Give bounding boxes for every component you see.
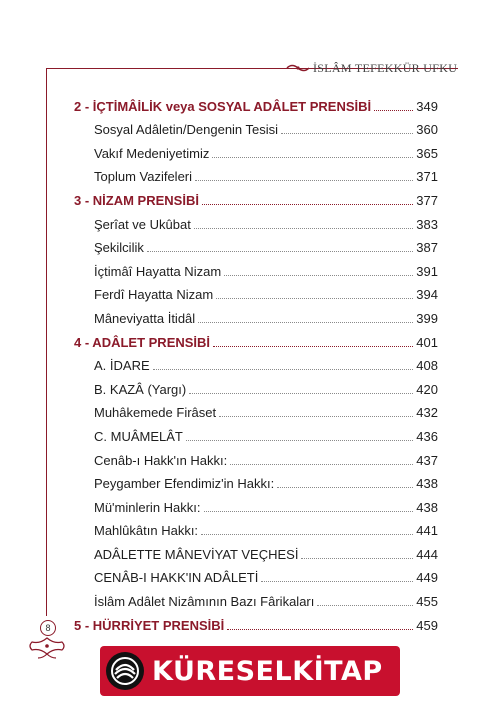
toc-section-row	[74, 184, 438, 208]
toc-entry-title: Vakıf Medeniyetimiz	[94, 145, 210, 161]
toc-page-number: 360	[416, 122, 438, 138]
toc-entry-row	[74, 468, 438, 492]
toc-entry-row	[74, 538, 438, 562]
toc-dot-leader	[198, 322, 413, 323]
toc-dot-leader	[374, 110, 413, 111]
toc-dot-leader	[195, 180, 413, 181]
toc-dot-leader	[194, 228, 413, 229]
kuresel-kitap-logo-icon	[106, 652, 144, 690]
watermark-banner	[100, 646, 400, 696]
toc-page-number: 408	[416, 358, 438, 374]
toc-page-number: 399	[416, 310, 438, 326]
toc-dot-leader	[153, 369, 414, 370]
toc-page-number: 432	[416, 405, 438, 421]
toc-dot-leader	[216, 298, 413, 299]
toc-page-number: 420	[416, 381, 438, 397]
toc-entry-row	[74, 397, 438, 421]
toc-entry-title: 3 - NİZAM PRENSİBİ	[74, 192, 199, 208]
footer-ornament-icon	[26, 636, 68, 666]
toc-entry-row	[74, 491, 438, 515]
toc-entry-row	[74, 279, 438, 303]
toc-dot-leader	[224, 275, 413, 276]
toc-dot-leader	[227, 629, 413, 630]
toc-dot-leader	[147, 251, 413, 252]
toc-page-number: 401	[416, 334, 438, 350]
toc-page-number: 444	[416, 546, 438, 562]
toc-entry-title: ADÂLETTE MÂNEVİYAT VEÇHESİ	[94, 546, 299, 562]
toc-dot-leader	[261, 581, 413, 582]
toc-page-number: 438	[416, 476, 438, 492]
toc-entry-title: Peygamber Efendimiz'in Hakkı:	[94, 476, 275, 492]
toc-entry-title: Şekilcilik	[94, 240, 144, 256]
toc-entry-row	[74, 255, 438, 279]
toc-page-number: 391	[416, 263, 438, 279]
toc-dot-leader	[219, 416, 413, 417]
table-of-contents	[74, 90, 438, 633]
toc-entry-title: Cenâb-ı Hakk'ın Hakkı:	[94, 452, 228, 468]
toc-entry-row	[74, 515, 438, 539]
toc-dot-leader	[301, 558, 413, 559]
toc-entry-row	[74, 208, 438, 232]
toc-section-row	[74, 326, 438, 350]
toc-page-number: 365	[416, 145, 438, 161]
toc-entry-row	[74, 562, 438, 586]
toc-dot-leader	[204, 511, 414, 512]
toc-entry-title: Muhâkemede Firâset	[94, 405, 217, 421]
toc-dot-leader	[317, 605, 413, 606]
toc-page-number: 455	[416, 594, 438, 610]
toc-page-number: 441	[416, 523, 438, 539]
toc-entry-title: İçtimâî Hayatta Nizam	[94, 263, 222, 279]
toc-entry-row	[74, 161, 438, 185]
page-number: 8	[40, 620, 56, 636]
toc-entry-title: Şerîat ve Ukûbat	[94, 216, 191, 232]
toc-section-row	[74, 90, 438, 114]
header-ornament-icon	[286, 63, 310, 73]
toc-entry-title: Mâneviyatta İtidâl	[94, 310, 196, 326]
toc-dot-leader	[186, 440, 413, 441]
toc-dot-leader	[212, 157, 413, 158]
toc-entry-title: CENÂB-I HAKK'IN ADÂLETİ	[94, 570, 259, 586]
toc-entry-row	[74, 302, 438, 326]
toc-dot-leader	[202, 204, 413, 205]
toc-dot-leader	[281, 133, 413, 134]
page-frame-left-rule	[46, 68, 47, 616]
toc-entry-row	[74, 420, 438, 444]
running-head: İSLÂM TEFEKKÜR UFKU	[313, 61, 458, 75]
toc-dot-leader	[189, 393, 413, 394]
toc-entry-title: B. KAZÂ (Yargı)	[94, 381, 187, 397]
toc-entry-title: Toplum Vazifeleri	[94, 169, 193, 185]
toc-page-number: 349	[416, 98, 438, 114]
toc-entry-title: İslâm Adâlet Nizâmının Bazı Fârikaları	[94, 594, 315, 610]
toc-page-number: 449	[416, 570, 438, 586]
toc-entry-row	[74, 350, 438, 374]
toc-entry-title: 4 - ADÂLET PRENSİBİ	[74, 334, 211, 350]
toc-dot-leader	[201, 534, 413, 535]
toc-page-number: 371	[416, 169, 438, 185]
toc-page-number: 377	[416, 192, 438, 208]
toc-page-number: 436	[416, 428, 438, 444]
toc-entry-title: Sosyal Adâletin/Dengenin Tesisi	[94, 122, 279, 138]
toc-entry-row	[74, 232, 438, 256]
toc-entry-title: C. MUÂMELÂT	[94, 428, 183, 444]
toc-section-row	[74, 609, 438, 633]
toc-entry-row	[74, 444, 438, 468]
toc-page-number: 383	[416, 216, 438, 232]
toc-entry-row	[74, 137, 438, 161]
toc-dot-leader	[277, 487, 413, 488]
toc-entry-title: 5 - HÜRRİYET PRENSİBİ	[74, 617, 225, 633]
toc-entry-title: A. İDARE	[94, 358, 150, 374]
toc-page-number: 459	[416, 617, 438, 633]
toc-entry-title: Mü'minlerin Hakkı:	[94, 499, 201, 515]
toc-dot-leader	[213, 346, 413, 347]
toc-entry-row	[74, 373, 438, 397]
toc-entry-row	[74, 114, 438, 138]
toc-page-number: 438	[416, 499, 438, 515]
toc-page-number: 387	[416, 240, 438, 256]
toc-entry-title: 2 - İÇTİMÂİLİK veya SOSYAL ADÂLET PRENSİBİ	[74, 98, 372, 114]
toc-entry-title: Ferdî Hayatta Nizam	[94, 287, 214, 303]
toc-dot-leader	[230, 464, 413, 465]
toc-entry-row	[74, 585, 438, 609]
toc-page-number: 394	[416, 287, 438, 303]
watermark-text: KÜRESELKİTAP	[152, 655, 383, 687]
toc-page-number: 437	[416, 452, 438, 468]
toc-entry-title: Mahlûkâtın Hakkı:	[94, 523, 199, 539]
